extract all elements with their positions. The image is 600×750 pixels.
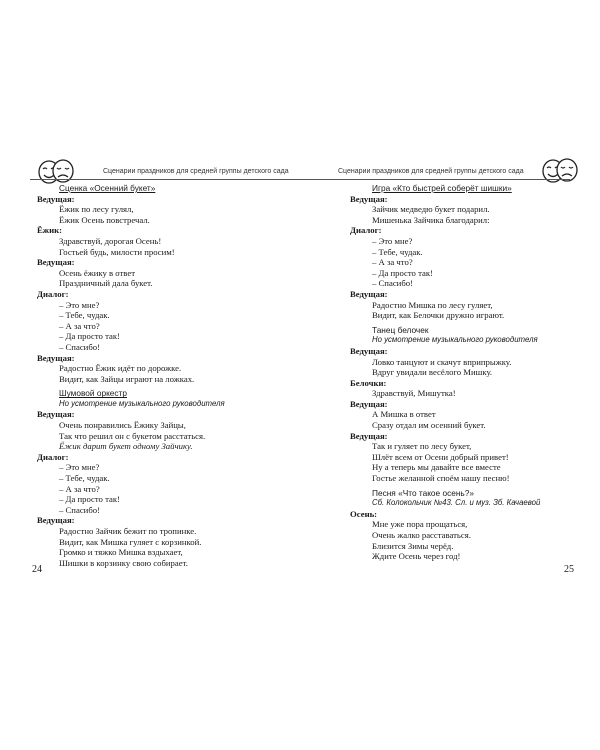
speaker-label: Ведущая:	[37, 257, 75, 268]
verse-line: – Это мне?	[59, 462, 100, 473]
verse-line: А Мишка в ответ	[372, 409, 436, 420]
speaker-label: Ведущая:	[350, 398, 388, 409]
verse-line: – Тебе, чудак.	[59, 310, 110, 321]
verse-line: – А за что?	[59, 483, 100, 494]
verse-line: – Да просто так!	[59, 494, 120, 505]
section-heading: Игра «Кто быстрей соберёт шишки»	[372, 183, 512, 193]
left-page-text	[37, 183, 287, 568]
verse-line: Близится Зимы черёд.	[372, 540, 454, 551]
verse-line: Очень жалко расставаться.	[372, 530, 471, 540]
verse-line: Шлёт всем от Осени добрый привет!	[372, 451, 509, 462]
verse-line: – Спасибо!	[372, 278, 413, 289]
verse-line: Мишенька Зайчика благодарил:	[372, 214, 490, 225]
verse-line: Ёжик по лесу гулял,	[59, 204, 134, 215]
verse-line: Очень понравились Ёжику Зайцы,	[59, 420, 186, 431]
verse-line: – Спасибо!	[59, 504, 100, 515]
speaker-label: Ведущая:	[37, 193, 75, 204]
speaker-label: Ведущая:	[37, 409, 75, 420]
verse-line: Здравствуй, Мишутка!	[372, 388, 456, 399]
verse-line: Вдруг увидали весёлого Мишку.	[372, 367, 493, 378]
verse-line: Праздничный дала букет.	[59, 278, 153, 289]
page-number: 25	[564, 564, 574, 575]
running-head: Сценарии праздников для средней группы детского сада	[103, 168, 289, 175]
speaker-label: Диалог:	[350, 225, 382, 236]
speaker-label: Диалог:	[37, 288, 69, 299]
speaker-label: Белочки:	[350, 377, 387, 388]
speaker-label: Ведущая:	[350, 345, 388, 356]
speaker-label: Ёжик:	[37, 225, 62, 236]
verse-line: Гостьей будь, милости просим!	[59, 246, 175, 257]
verse-line: Здравствуй, дорогая Осень!	[59, 235, 162, 246]
theater-masks-icon	[540, 158, 580, 184]
verse-line: Мне уже пора прощаться,	[372, 519, 468, 530]
verse-line: Ловко танцуют и скачут вприпрыжку.	[372, 356, 512, 367]
header-rule	[300, 179, 570, 180]
speaker-label: Ведущая:	[350, 193, 388, 204]
verse-line: Видит, как Мишка гуляет с корзинкой.	[59, 536, 202, 547]
speaker-label: Ведущая:	[37, 515, 75, 526]
verse-line: Радостно Ёжик идёт по дорожке.	[59, 363, 182, 374]
speaker-label: Ведущая:	[350, 288, 388, 299]
verse-line: – Тебе, чудак.	[59, 473, 110, 484]
verse-line: – Да просто так!	[59, 331, 120, 342]
verse-line: – Это мне?	[372, 235, 413, 246]
section-heading: Сценка «Осенний букет»	[59, 183, 156, 193]
verse-line: Осень ёжику в ответ	[59, 267, 135, 278]
speaker-label: Ведущая:	[37, 352, 75, 363]
page-number: 24	[32, 564, 42, 575]
verse-line: – А за что?	[59, 320, 100, 331]
verse-line: – Спасибо!	[59, 341, 100, 352]
verse-line: Зайчик медведю букет подарил.	[372, 204, 490, 215]
verse-line: – Это мне?	[59, 299, 100, 310]
verse-line: Ждите Осень через год!	[372, 551, 461, 562]
verse-line: – Да просто так!	[372, 267, 433, 278]
verse-line: Видит, как Зайцы играют на ложках.	[59, 373, 195, 384]
right-page-text	[350, 183, 590, 562]
verse-line: Так и гуляет по лесу букет,	[372, 441, 472, 452]
verse-line: Так что решил он с букетом расстаться.	[59, 430, 206, 441]
section-note: Сб. Колокольчик №43. Сл. и муз. Зб. Качаевой	[372, 498, 541, 508]
speaker-label: Ведущая:	[350, 430, 388, 441]
theater-masks-icon	[36, 159, 76, 185]
section-heading: Шумовой оркестр	[59, 388, 127, 399]
running-head: Сценарии праздников для средней группы детского сада	[338, 168, 524, 175]
header-rule	[30, 179, 300, 180]
verse-line: Гостье желанной споём нашу песню!	[372, 473, 510, 484]
section-heading: Танец белочек	[372, 324, 429, 335]
verse-line: Громко и тяжко Мишка вздыхает,	[59, 547, 183, 558]
verse-line: Ну а теперь мы давайте все вместе	[372, 462, 501, 473]
verse-line: – А за что?	[372, 257, 413, 268]
verse-line: Радостно Мишка по лесу гуляет,	[372, 299, 493, 310]
verse-line: Ёжик Осень повстречал.	[59, 214, 150, 225]
verse-line: Сразу отдал им осенний букет.	[372, 420, 486, 431]
section-heading: Песня «Что такое осень?»	[372, 487, 474, 498]
speaker-label: Осень:	[350, 508, 378, 519]
verse-line: Радостно Зайчик бежит по тропинке.	[59, 526, 197, 536]
section-note: Но усмотрение музыкального руководителя	[372, 335, 538, 345]
section-note: Но усмотрение музыкального руководителя	[59, 398, 225, 408]
right-page	[300, 0, 600, 750]
verse-line: Видит, как Белочки дружно играют.	[372, 310, 505, 321]
stage-direction: Ёжик дарит букет одному Зайчику.	[59, 441, 193, 452]
verse-line: – Тебе, чудак.	[372, 246, 423, 257]
speaker-label: Диалог:	[37, 451, 69, 462]
verse-line: Шишки в корзинку свою собирает.	[59, 557, 188, 568]
